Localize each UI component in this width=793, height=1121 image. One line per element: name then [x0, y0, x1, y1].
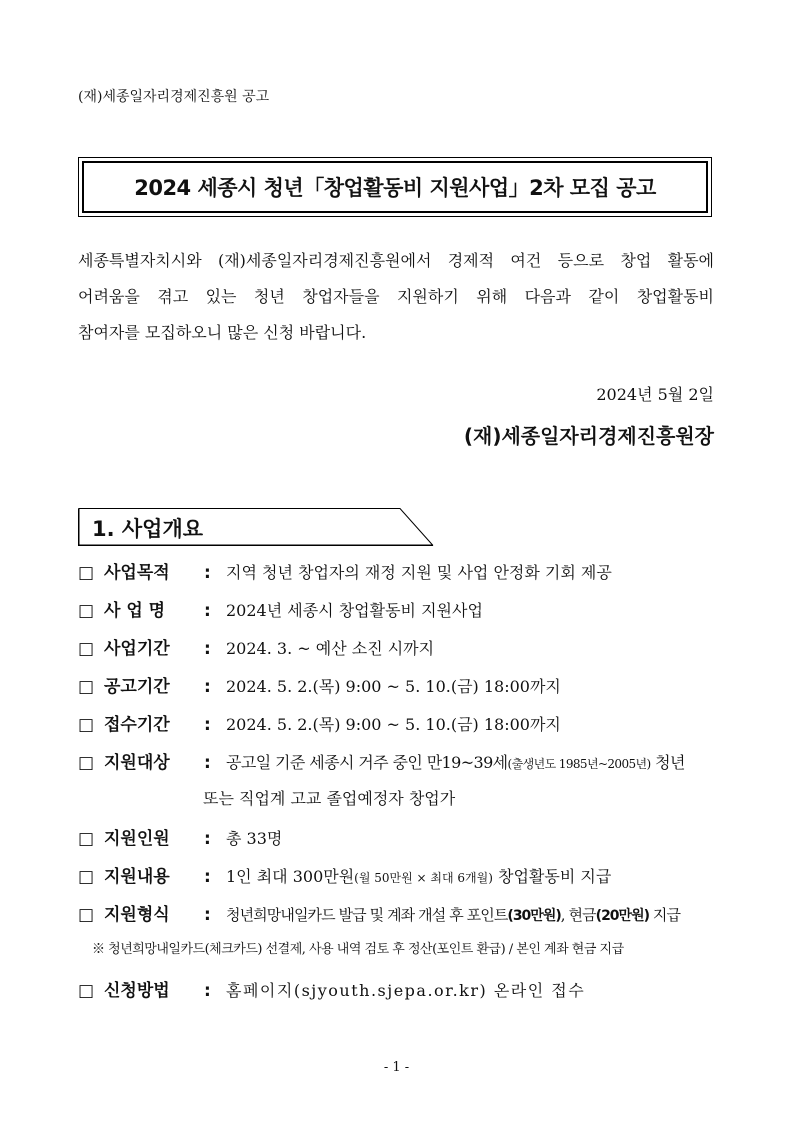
intro-line-3: 참여자를 모집하오니 많은 신청 바랍니다.	[78, 323, 367, 342]
item-notice-period	[78, 672, 718, 710]
intro-line-2: 어려움을 겪고 있는 청년 창업자들을 지원하기 위해 다음과 같이 창업활동비	[78, 287, 714, 306]
signer: (재)세종일자리경제진흥원장	[463, 424, 714, 448]
item-label: 사업기간	[104, 639, 170, 659]
item-application-method	[78, 976, 718, 1014]
org-header: (재)세종일자리경제진흥원 공고	[78, 89, 270, 105]
page-number: - 1 -	[383, 1060, 410, 1075]
form-text-c: , 현금	[560, 906, 596, 924]
section-header	[78, 508, 434, 546]
item-support-content	[78, 862, 718, 900]
item-label: 지원형식	[104, 905, 170, 925]
support-amount: 1인 최대 300만원	[226, 867, 355, 886]
item-purpose	[78, 558, 718, 596]
item-label: 지원대상	[104, 753, 170, 773]
item-colon: :	[204, 601, 211, 621]
item-colon: :	[204, 639, 211, 659]
item-label: 접수기간	[104, 715, 170, 735]
item-label: 지원내용	[104, 867, 170, 887]
support-breakdown: (월 50만원 × 최대 6개월)	[354, 871, 493, 885]
item-value: 2024. 5. 2.(목) 9:00 ~ 5. 10.(금) 18:00까지	[226, 715, 561, 734]
checkbox-icon: □	[78, 867, 95, 887]
item-colon: :	[204, 905, 211, 925]
eligibility-tail: 청년	[650, 753, 685, 772]
overview-list	[78, 558, 718, 1014]
item-colon: :	[204, 829, 211, 849]
intro-line-1: 세종특별자치시와 (재)세종일자리경제진흥원에서 경제적 여건 등으로 창업 활동에	[78, 251, 714, 270]
checkbox-icon: □	[78, 905, 95, 925]
checkbox-icon: □	[78, 601, 95, 621]
item-colon: :	[204, 563, 211, 583]
item-value	[226, 750, 718, 773]
item-value: 총 33명	[226, 829, 283, 848]
item-colon: :	[204, 753, 211, 773]
item-project-period	[78, 634, 718, 672]
announcement-date: 2024년 5월 2일	[596, 385, 714, 404]
item-label: 사 업 명	[104, 601, 166, 621]
item-value: 홈페이지(sjyouth.sjepa.or.kr) 온라인 접수	[226, 981, 586, 1000]
item-label: 지원인원	[104, 829, 170, 849]
support-tail: 창업활동비 지급	[492, 867, 612, 886]
eligibility-birth-years: (출생년도 1985년~2005년)	[507, 757, 651, 771]
intro-paragraph	[78, 243, 714, 351]
form-text-a: 청년희망내일카드 발급 및 계좌 개설 후 포인트	[226, 906, 508, 924]
item-colon: :	[204, 867, 211, 887]
item-value: 지역 청년 창업자의 재정 지원 및 사업 안정화 기회 제공	[226, 563, 612, 582]
item-eligibility	[78, 748, 718, 786]
item-value: 2024년 세종시 창업활동비 지원사업	[226, 601, 483, 620]
checkbox-icon: □	[78, 981, 95, 1001]
form-cash-amount: (20만원)	[595, 908, 649, 924]
checkbox-icon: □	[78, 829, 95, 849]
item-colon: :	[204, 677, 211, 697]
checkbox-icon: □	[78, 753, 95, 773]
item-application-period	[78, 710, 718, 748]
item-value	[226, 864, 718, 887]
form-text-d: 지급	[649, 906, 681, 924]
checkbox-icon: □	[78, 563, 95, 583]
announcement-title: 2024 세종시 청년「창업활동비 지원사업」2차 모집 공고	[134, 176, 656, 200]
checkbox-icon: □	[78, 715, 95, 735]
item-value	[226, 904, 718, 925]
item-colon: :	[204, 981, 211, 1001]
item-label: 공고기간	[104, 677, 170, 697]
support-form-note: ※ 청년희망내일카드(체크카드) 선결제, 사용 내역 검토 후 정산(포인트 환급) / 본인 계좌 현금 지급	[92, 942, 624, 957]
item-colon: :	[204, 715, 211, 735]
item-project-name	[78, 596, 718, 634]
eligibility-main: 공고일 기준 세종시 거주 중인 만19~39세	[226, 753, 508, 772]
item-value: 2024. 5. 2.(목) 9:00 ~ 5. 10.(금) 18:00까지	[226, 677, 561, 696]
eligibility-continuation: 또는 직업계 고교 졸업예정자 창업가	[203, 789, 456, 808]
item-support-form	[78, 900, 718, 938]
form-points-amount: (30만원)	[507, 908, 561, 924]
item-headcount	[78, 824, 718, 862]
item-label: 신청방법	[104, 981, 170, 1001]
checkbox-icon: □	[78, 677, 95, 697]
announcement-title-box	[78, 157, 712, 217]
checkbox-icon: □	[78, 639, 95, 659]
item-label: 사업목적	[104, 563, 170, 583]
item-value: 2024. 3. ~ 예산 소진 시까지	[226, 639, 435, 658]
section-title: 1. 사업개요	[92, 517, 204, 541]
